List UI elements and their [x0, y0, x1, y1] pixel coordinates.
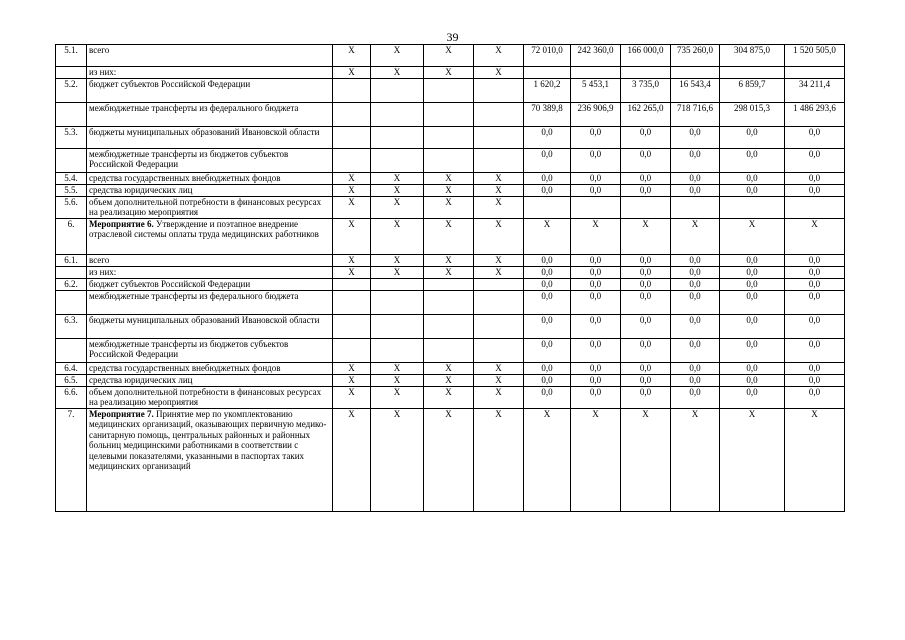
- value-cell: 0,0: [571, 173, 621, 185]
- row-name-text: средства государственных внебюджетных фондов: [89, 173, 281, 183]
- row-number: [56, 67, 87, 79]
- value-cell: 304 875,0: [720, 45, 785, 67]
- row-name-text: межбюджетные трансферты из федерального бюджета: [89, 291, 299, 301]
- row-number: 5.2.: [56, 79, 87, 103]
- value-cell: 0,0: [785, 279, 845, 291]
- row-name-text: межбюджетные трансферты из бюджетов субъектов Российской Федерации: [89, 339, 289, 360]
- value-cell: [621, 67, 671, 79]
- x-cell: [371, 149, 424, 173]
- row-name-text: Утверждение и поэтапное внедрение отраслевой системы оплаты труда медицинских работников: [89, 219, 319, 240]
- x-cell: Х: [371, 67, 424, 79]
- row-name: [87, 197, 333, 219]
- value-cell: 0,0: [524, 149, 571, 173]
- value-cell: 0,0: [621, 375, 671, 387]
- row-name: [87, 255, 333, 267]
- value-cell: 0,0: [720, 127, 785, 149]
- row-name-text: бюджеты муниципальных образований Ивановской области: [89, 127, 320, 137]
- value-cell: Х: [720, 219, 785, 255]
- table-row: [56, 339, 845, 363]
- row-name-text: Принятие мер по укомплектованию медицинских организаций, оказывающих первичную медико-санитарную помощь, центральных районных и районных больниц медицинскими работниками в соответствии с целевыми показателями, указанными в паспортах таких медицинских организаций: [89, 409, 327, 472]
- row-name-text: объем дополнительной потребности в финансовых ресурсах на реализацию мероприятия: [89, 197, 322, 218]
- x-cell: Х: [371, 387, 424, 409]
- value-cell: 0,0: [671, 387, 720, 409]
- value-cell: [524, 67, 571, 79]
- value-cell: 0,0: [571, 291, 621, 315]
- value-cell: 70 389,8: [524, 103, 571, 127]
- table-row: [56, 291, 845, 315]
- value-cell: 298 015,3: [720, 103, 785, 127]
- x-cell: Х: [474, 173, 524, 185]
- value-cell: [720, 67, 785, 79]
- value-cell: 0,0: [671, 267, 720, 279]
- x-cell: [424, 339, 474, 363]
- x-cell: Х: [371, 185, 424, 197]
- table-row: [56, 387, 845, 409]
- value-cell: 0,0: [785, 315, 845, 339]
- value-cell: 0,0: [621, 149, 671, 173]
- value-cell: 0,0: [671, 149, 720, 173]
- table-row: [56, 409, 845, 512]
- value-cell: 0,0: [671, 127, 720, 149]
- page-number: 39: [446, 30, 459, 44]
- row-name: [87, 67, 333, 79]
- x-cell: Х: [371, 409, 424, 512]
- x-cell: Х: [424, 363, 474, 375]
- x-cell: Х: [371, 255, 424, 267]
- x-cell: [371, 291, 424, 315]
- x-cell: Х: [424, 387, 474, 409]
- value-cell: Х: [785, 219, 845, 255]
- value-cell: 0,0: [785, 363, 845, 375]
- x-cell: Х: [333, 197, 371, 219]
- table-row: [56, 185, 845, 197]
- row-number: 5.6.: [56, 197, 87, 219]
- value-cell: 0,0: [524, 185, 571, 197]
- row-name-text: средства юридических лиц: [89, 375, 193, 385]
- value-cell: 34 211,4: [785, 79, 845, 103]
- table-row: [56, 197, 845, 219]
- table-row: [56, 219, 845, 255]
- x-cell: Х: [333, 267, 371, 279]
- row-number: [56, 339, 87, 363]
- x-cell: [474, 103, 524, 127]
- x-cell: Х: [474, 45, 524, 67]
- row-name: [87, 291, 333, 315]
- row-name: [87, 339, 333, 363]
- value-cell: 0,0: [571, 267, 621, 279]
- x-cell: Х: [333, 67, 371, 79]
- x-cell: [371, 315, 424, 339]
- x-cell: [333, 315, 371, 339]
- x-cell: [424, 103, 474, 127]
- value-cell: [571, 67, 621, 79]
- value-cell: 0,0: [621, 387, 671, 409]
- row-number: [56, 149, 87, 173]
- value-cell: 0,0: [621, 173, 671, 185]
- value-cell: 0,0: [785, 185, 845, 197]
- value-cell: 0,0: [785, 387, 845, 409]
- row-name-text: всего: [89, 255, 110, 265]
- table-row: [56, 315, 845, 339]
- value-cell: 0,0: [571, 387, 621, 409]
- value-cell: 0,0: [720, 173, 785, 185]
- table-row: [56, 255, 845, 267]
- x-cell: Х: [371, 219, 424, 255]
- x-cell: Х: [474, 185, 524, 197]
- table-row: [56, 45, 845, 67]
- value-cell: Х: [524, 219, 571, 255]
- table-row: [56, 363, 845, 375]
- row-name-text: средства государственных внебюджетных фондов: [89, 363, 281, 373]
- x-cell: [474, 291, 524, 315]
- x-cell: Х: [474, 219, 524, 255]
- row-number: [56, 103, 87, 127]
- value-cell: 0,0: [671, 255, 720, 267]
- value-cell: 0,0: [720, 279, 785, 291]
- row-number: 6.5.: [56, 375, 87, 387]
- value-cell: Х: [571, 219, 621, 255]
- row-name: [87, 279, 333, 291]
- value-cell: 0,0: [671, 185, 720, 197]
- value-cell: 0,0: [785, 339, 845, 363]
- value-cell: 0,0: [524, 315, 571, 339]
- row-name-text: из них:: [89, 267, 117, 277]
- row-name-text: бюджет субъектов Российской Федерации: [89, 279, 251, 289]
- value-cell: 1 486 293,6: [785, 103, 845, 127]
- value-cell: 0,0: [524, 375, 571, 387]
- row-name-text: всего: [89, 45, 110, 55]
- value-cell: 0,0: [621, 185, 671, 197]
- value-cell: 166 000,0: [621, 45, 671, 67]
- x-cell: [424, 149, 474, 173]
- x-cell: [333, 279, 371, 291]
- value-cell: 0,0: [720, 339, 785, 363]
- row-number: 5.4.: [56, 173, 87, 185]
- value-cell: Х: [720, 409, 785, 512]
- x-cell: Х: [424, 375, 474, 387]
- table-row: [56, 127, 845, 149]
- value-cell: 0,0: [671, 363, 720, 375]
- value-cell: 0,0: [621, 255, 671, 267]
- value-cell: 0,0: [571, 363, 621, 375]
- row-name: [87, 185, 333, 197]
- x-cell: Х: [474, 255, 524, 267]
- x-cell: Х: [371, 45, 424, 67]
- value-cell: 0,0: [785, 127, 845, 149]
- value-cell: 0,0: [785, 255, 845, 267]
- value-cell: 0,0: [785, 375, 845, 387]
- x-cell: Х: [424, 409, 474, 512]
- x-cell: [333, 79, 371, 103]
- value-cell: 0,0: [671, 279, 720, 291]
- table-row: [56, 149, 845, 173]
- x-cell: Х: [474, 267, 524, 279]
- table-row: [56, 103, 845, 127]
- row-name-text: бюджет субъектов Российской Федерации: [89, 79, 251, 89]
- x-cell: Х: [424, 255, 474, 267]
- value-cell: 0,0: [785, 267, 845, 279]
- row-number: 6.1.: [56, 255, 87, 267]
- row-number: 6.: [56, 219, 87, 255]
- value-cell: 5 453,1: [571, 79, 621, 103]
- value-cell: Х: [621, 219, 671, 255]
- row-number: 7.: [56, 409, 87, 512]
- value-cell: 0,0: [524, 173, 571, 185]
- x-cell: [474, 79, 524, 103]
- x-cell: [333, 291, 371, 315]
- row-name: [87, 375, 333, 387]
- value-cell: 0,0: [621, 267, 671, 279]
- budget-table: [55, 44, 845, 512]
- row-name-text: из них:: [89, 67, 117, 77]
- value-cell: [720, 197, 785, 219]
- value-cell: 1 520 505,0: [785, 45, 845, 67]
- row-name-text: средства юридических лиц: [89, 185, 193, 195]
- value-cell: 0,0: [524, 255, 571, 267]
- x-cell: Х: [474, 409, 524, 512]
- value-cell: Х: [621, 409, 671, 512]
- value-cell: 242 360,0: [571, 45, 621, 67]
- table-row: [56, 375, 845, 387]
- value-cell: 0,0: [720, 363, 785, 375]
- value-cell: 236 906,9: [571, 103, 621, 127]
- value-cell: 3 735,0: [621, 79, 671, 103]
- value-cell: 0,0: [720, 149, 785, 173]
- x-cell: [371, 339, 424, 363]
- x-cell: Х: [333, 185, 371, 197]
- x-cell: Х: [333, 173, 371, 185]
- x-cell: Х: [333, 409, 371, 512]
- row-name: [87, 173, 333, 185]
- value-cell: 0,0: [671, 291, 720, 315]
- value-cell: Х: [571, 409, 621, 512]
- x-cell: [424, 315, 474, 339]
- value-cell: 0,0: [785, 173, 845, 185]
- row-number: 6.3.: [56, 315, 87, 339]
- value-cell: Х: [671, 409, 720, 512]
- value-cell: 0,0: [524, 387, 571, 409]
- value-cell: 0,0: [720, 255, 785, 267]
- value-cell: 0,0: [524, 291, 571, 315]
- value-cell: 0,0: [524, 279, 571, 291]
- value-cell: 0,0: [571, 255, 621, 267]
- value-cell: 0,0: [524, 267, 571, 279]
- value-cell: [621, 197, 671, 219]
- value-cell: [671, 197, 720, 219]
- row-name: [87, 267, 333, 279]
- x-cell: Х: [333, 219, 371, 255]
- row-number: 6.6.: [56, 387, 87, 409]
- value-cell: 718 716,6: [671, 103, 720, 127]
- x-cell: [333, 103, 371, 127]
- value-cell: 0,0: [720, 387, 785, 409]
- value-cell: 72 010,0: [524, 45, 571, 67]
- row-name: [87, 103, 333, 127]
- value-cell: 0,0: [720, 315, 785, 339]
- section-title: Мероприятие 7.: [89, 409, 154, 419]
- x-cell: [371, 103, 424, 127]
- x-cell: [474, 339, 524, 363]
- value-cell: 0,0: [621, 363, 671, 375]
- x-cell: [371, 279, 424, 291]
- x-cell: [371, 127, 424, 149]
- row-number: [56, 267, 87, 279]
- table-body: [56, 45, 845, 512]
- value-cell: 0,0: [621, 127, 671, 149]
- value-cell: 0,0: [621, 339, 671, 363]
- x-cell: [474, 279, 524, 291]
- row-name-text: бюджеты муниципальных образований Ивановской области: [89, 315, 320, 325]
- value-cell: 1 620,2: [524, 79, 571, 103]
- row-number: 5.1.: [56, 45, 87, 67]
- value-cell: [524, 197, 571, 219]
- value-cell: 0,0: [671, 173, 720, 185]
- x-cell: Х: [371, 197, 424, 219]
- x-cell: [333, 149, 371, 173]
- value-cell: 0,0: [571, 375, 621, 387]
- row-name: [87, 387, 333, 409]
- value-cell: 0,0: [785, 149, 845, 173]
- row-name: [87, 363, 333, 375]
- row-name: [87, 149, 333, 173]
- value-cell: 0,0: [571, 315, 621, 339]
- value-cell: [571, 197, 621, 219]
- table-row: [56, 79, 845, 103]
- x-cell: Х: [424, 185, 474, 197]
- x-cell: Х: [424, 219, 474, 255]
- x-cell: [333, 339, 371, 363]
- x-cell: [424, 127, 474, 149]
- value-cell: 0,0: [524, 363, 571, 375]
- value-cell: 16 543,4: [671, 79, 720, 103]
- x-cell: Х: [474, 387, 524, 409]
- x-cell: Х: [333, 375, 371, 387]
- x-cell: [474, 149, 524, 173]
- x-cell: Х: [424, 45, 474, 67]
- value-cell: [671, 67, 720, 79]
- value-cell: 0,0: [720, 185, 785, 197]
- value-cell: 0,0: [571, 185, 621, 197]
- table-row: [56, 173, 845, 185]
- value-cell: 162 265,0: [621, 103, 671, 127]
- x-cell: Х: [474, 67, 524, 79]
- table-row: [56, 67, 845, 79]
- value-cell: 0,0: [621, 291, 671, 315]
- value-cell: 0,0: [671, 375, 720, 387]
- x-cell: [424, 291, 474, 315]
- row-number: 5.3.: [56, 127, 87, 149]
- value-cell: 0,0: [571, 279, 621, 291]
- row-name: [87, 219, 333, 255]
- row-name: [87, 45, 333, 67]
- row-number: 5.5.: [56, 185, 87, 197]
- table-row: [56, 267, 845, 279]
- value-cell: [785, 67, 845, 79]
- x-cell: Х: [474, 197, 524, 219]
- value-cell: Х: [524, 409, 571, 512]
- value-cell: 0,0: [671, 339, 720, 363]
- value-cell: 0,0: [671, 315, 720, 339]
- value-cell: 0,0: [720, 267, 785, 279]
- row-number: 6.4.: [56, 363, 87, 375]
- row-number: 6.2.: [56, 279, 87, 291]
- x-cell: [474, 127, 524, 149]
- x-cell: Х: [424, 197, 474, 219]
- row-name: [87, 127, 333, 149]
- value-cell: 6 859,7: [720, 79, 785, 103]
- value-cell: 0,0: [571, 339, 621, 363]
- x-cell: Х: [371, 375, 424, 387]
- x-cell: Х: [371, 173, 424, 185]
- x-cell: Х: [474, 375, 524, 387]
- x-cell: [424, 279, 474, 291]
- x-cell: Х: [333, 363, 371, 375]
- value-cell: Х: [785, 409, 845, 512]
- x-cell: Х: [424, 67, 474, 79]
- value-cell: 0,0: [621, 315, 671, 339]
- section-title: Мероприятие 6.: [89, 219, 154, 229]
- row-name: [87, 409, 333, 512]
- value-cell: 0,0: [524, 127, 571, 149]
- row-name-text: межбюджетные трансферты из бюджетов субъектов Российской Федерации: [89, 149, 289, 170]
- x-cell: [333, 127, 371, 149]
- value-cell: 0,0: [785, 291, 845, 315]
- row-name: [87, 79, 333, 103]
- table-row: [56, 279, 845, 291]
- x-cell: [424, 79, 474, 103]
- x-cell: Х: [474, 363, 524, 375]
- value-cell: 0,0: [524, 339, 571, 363]
- value-cell: 0,0: [621, 279, 671, 291]
- value-cell: 0,0: [720, 375, 785, 387]
- row-name: [87, 315, 333, 339]
- value-cell: Х: [671, 219, 720, 255]
- value-cell: 0,0: [571, 149, 621, 173]
- x-cell: Х: [424, 267, 474, 279]
- x-cell: Х: [424, 173, 474, 185]
- x-cell: Х: [371, 267, 424, 279]
- x-cell: Х: [333, 387, 371, 409]
- row-name-text: объем дополнительной потребности в финансовых ресурсах на реализацию мероприятия: [89, 387, 322, 408]
- x-cell: Х: [333, 255, 371, 267]
- row-name-text: межбюджетные трансферты из федерального бюджета: [89, 103, 299, 113]
- x-cell: [474, 315, 524, 339]
- value-cell: [785, 197, 845, 219]
- value-cell: 0,0: [571, 127, 621, 149]
- x-cell: Х: [333, 45, 371, 67]
- value-cell: 0,0: [720, 291, 785, 315]
- x-cell: Х: [371, 363, 424, 375]
- value-cell: 735 260,0: [671, 45, 720, 67]
- row-number: [56, 291, 87, 315]
- x-cell: [371, 79, 424, 103]
